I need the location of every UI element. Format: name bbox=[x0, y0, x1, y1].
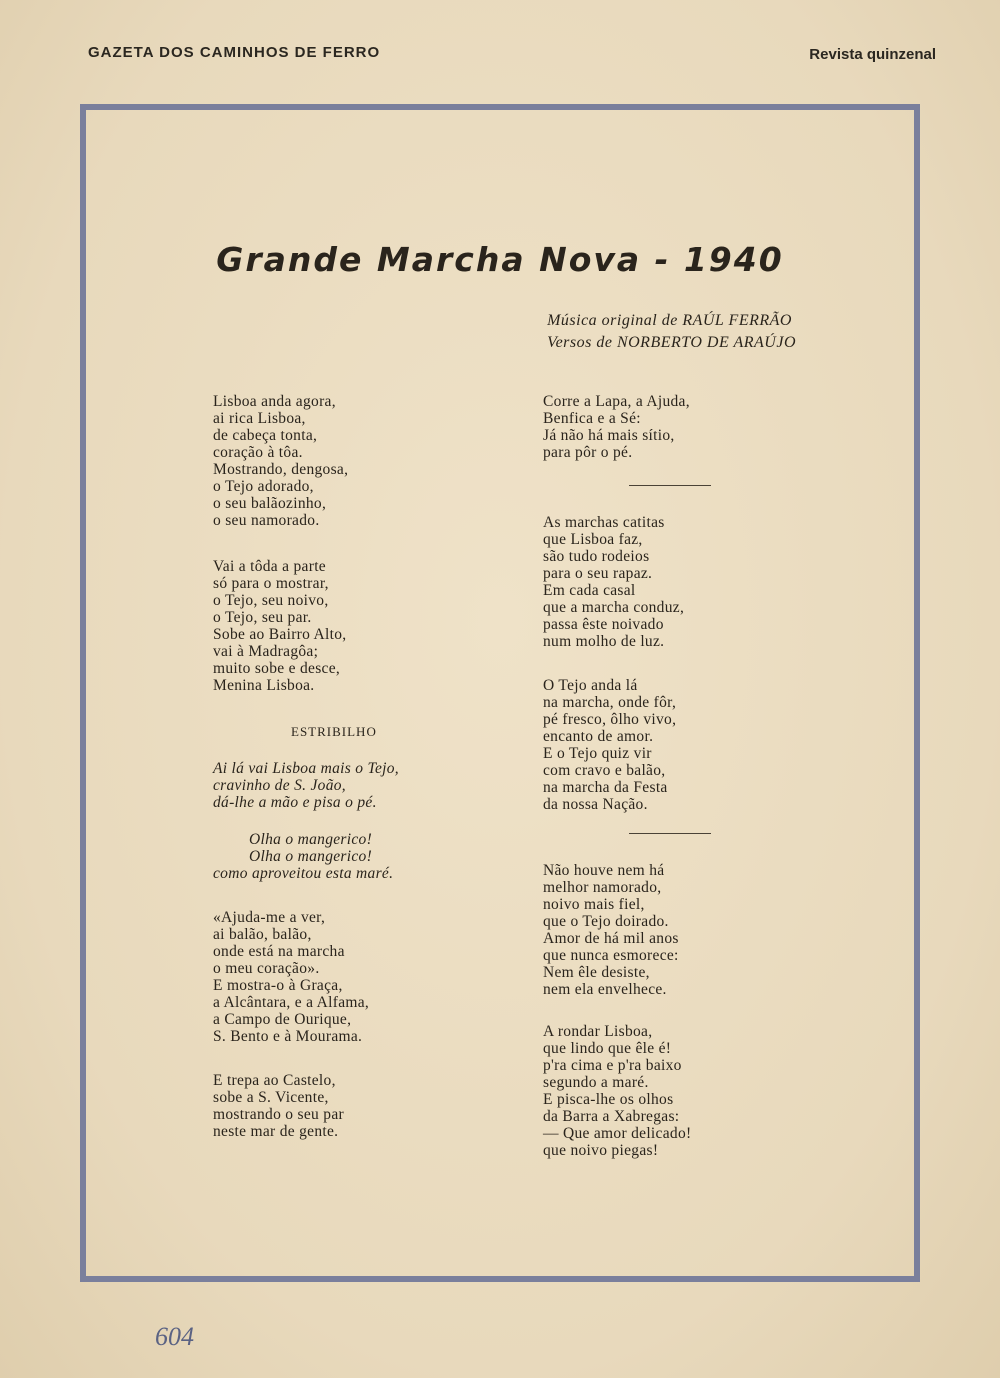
verse-line: Mostrando, dengosa, bbox=[213, 461, 349, 478]
verse-line: Menina Lisboa. bbox=[213, 677, 315, 694]
right-column bbox=[543, 393, 843, 1159]
verse-line: são tudo rodeios bbox=[543, 548, 650, 565]
verse-line: melhor namorado, bbox=[543, 879, 662, 896]
verse-line: como aproveitou esta maré. bbox=[213, 865, 394, 882]
verse-line: segundo a maré. bbox=[543, 1074, 649, 1091]
verse-line: que nunca esmorece: bbox=[543, 947, 679, 964]
verse-line: o Tejo, seu par. bbox=[213, 609, 312, 626]
verse-line: Corre a Lapa, a Ajuda, bbox=[543, 393, 690, 410]
right-stanza-2 bbox=[543, 514, 843, 650]
verse-line: na marcha, onde fôr, bbox=[543, 694, 677, 711]
verse-line: p'ra cima e p'ra baixo bbox=[543, 1057, 682, 1074]
verse-line: de cabeça tonta, bbox=[213, 427, 318, 444]
verse-line: o seu namorado. bbox=[213, 512, 320, 529]
verse-line: Ai lá vai Lisboa mais o Tejo, bbox=[213, 760, 399, 777]
verse-line: cravinho de S. João, bbox=[213, 777, 346, 794]
verse-line: a Campo de Ourique, bbox=[213, 1011, 352, 1028]
verse-line: E o Tejo quiz vir bbox=[543, 745, 652, 762]
verse-line: sobe a S. Vicente, bbox=[213, 1089, 329, 1106]
verse-line: com cravo e balão, bbox=[543, 762, 666, 779]
verse-line: muito sobe e desce, bbox=[213, 660, 341, 677]
song-title: Grande Marcha Nova - 1940 bbox=[216, 240, 784, 279]
left-stanza-3 bbox=[213, 909, 513, 1045]
verse-line: da Barra a Xabregas: bbox=[543, 1108, 680, 1125]
verses-credit: Versos de NORBERTO DE ARAÚJO bbox=[547, 334, 796, 351]
verse-line: Nem êle desiste, bbox=[543, 964, 650, 981]
verse-line: pé fresco, ôlho vivo, bbox=[543, 711, 677, 728]
verse-line: a Alcântara, e a Alfama, bbox=[213, 994, 370, 1011]
verse-line: coração à tôa. bbox=[213, 444, 303, 461]
verse-line: Lisboa anda agora, bbox=[213, 393, 336, 410]
verse-line: mostrando o seu par bbox=[213, 1106, 344, 1123]
verse-line: noivo mais fiel, bbox=[543, 896, 645, 913]
verse-line: que a marcha conduz, bbox=[543, 599, 685, 616]
verse-line: S. Bento e à Mourama. bbox=[213, 1028, 363, 1045]
refrain-part-1 bbox=[213, 760, 513, 811]
verse-line: nem ela envelhece. bbox=[543, 981, 667, 998]
right-stanza-3 bbox=[543, 677, 843, 813]
verse-line: só para o mostrar, bbox=[213, 575, 329, 592]
verse-line: A rondar Lisboa, bbox=[543, 1023, 653, 1040]
verse-line: vai à Madragôa; bbox=[213, 643, 319, 660]
verse-line: neste mar de gente. bbox=[213, 1123, 339, 1140]
verse-line: Vai a tôda a parte bbox=[213, 558, 326, 575]
verse-line: As marchas catitas bbox=[543, 514, 665, 531]
verse-line: o Tejo, seu noivo, bbox=[213, 592, 329, 609]
verse-line: Não houve nem há bbox=[543, 862, 665, 879]
verse-line: o meu coração». bbox=[213, 960, 320, 977]
verse-line: para pôr o pé. bbox=[543, 444, 633, 461]
verse-line: ai rica Lisboa, bbox=[213, 410, 306, 427]
verse-line: encanto de amor. bbox=[543, 728, 654, 745]
publication-title: GAZETA DOS CAMINHOS DE FERRO bbox=[88, 44, 381, 61]
verse-line: num molho de luz. bbox=[543, 633, 665, 650]
left-column bbox=[213, 393, 513, 1140]
verse-line: E trepa ao Castelo, bbox=[213, 1072, 336, 1089]
music-credit: Música original de RAÚL FERRÃO bbox=[547, 312, 792, 329]
verse-line: Olha o mangerico! bbox=[249, 848, 373, 865]
left-stanza-1 bbox=[213, 393, 513, 529]
verse-line: O Tejo anda lá bbox=[543, 677, 638, 694]
refrain-heading: ESTRIBILHO bbox=[291, 724, 377, 739]
verse-line: Olha o mangerico! bbox=[249, 831, 373, 848]
verse-line: Em cada casal bbox=[543, 582, 636, 599]
verse-line: que noivo piegas! bbox=[543, 1142, 659, 1159]
verse-line: da nossa Nação. bbox=[543, 796, 648, 813]
verse-line: Sobe ao Bairro Alto, bbox=[213, 626, 347, 643]
verse-line: Já não há mais sítio, bbox=[543, 427, 675, 444]
song-credits bbox=[547, 310, 796, 354]
verse-line: o Tejo adorado, bbox=[213, 478, 314, 495]
verse-line: dá-lhe a mão e pisa o pé. bbox=[213, 794, 377, 811]
refrain-part-2 bbox=[213, 831, 513, 882]
publication-subtitle: Revista quinzenal bbox=[809, 46, 936, 63]
verse-line: — Que amor delicado! bbox=[543, 1125, 692, 1142]
verse-line: passa êste noivado bbox=[543, 616, 664, 633]
verse-line: para o seu rapaz. bbox=[543, 565, 653, 582]
verse-line: Benfica e a Sé: bbox=[543, 410, 641, 427]
right-stanza-4 bbox=[543, 862, 843, 998]
verse-line: ai balão, balão, bbox=[213, 926, 312, 943]
verse-line: E pisca-lhe os olhos bbox=[543, 1091, 674, 1108]
verse-line: na marcha da Festa bbox=[543, 779, 668, 796]
right-stanza-1 bbox=[543, 393, 843, 461]
left-stanza-4 bbox=[213, 1072, 513, 1140]
right-stanza-5 bbox=[543, 1023, 843, 1159]
page-number: 604 bbox=[155, 1322, 194, 1351]
verse-line: E mostra-o à Graça, bbox=[213, 977, 343, 994]
verse-line: «Ajuda-me a ver, bbox=[213, 909, 326, 926]
verse-line: Amor de há mil anos bbox=[543, 930, 679, 947]
verse-line: o seu balãozinho, bbox=[213, 495, 327, 512]
verse-line: onde está na marcha bbox=[213, 943, 345, 960]
verse-line: que lindo que êle é! bbox=[543, 1040, 672, 1057]
verse-line: que Lisboa faz, bbox=[543, 531, 643, 548]
verse-line: que o Tejo doirado. bbox=[543, 913, 669, 930]
left-stanza-2 bbox=[213, 558, 513, 694]
